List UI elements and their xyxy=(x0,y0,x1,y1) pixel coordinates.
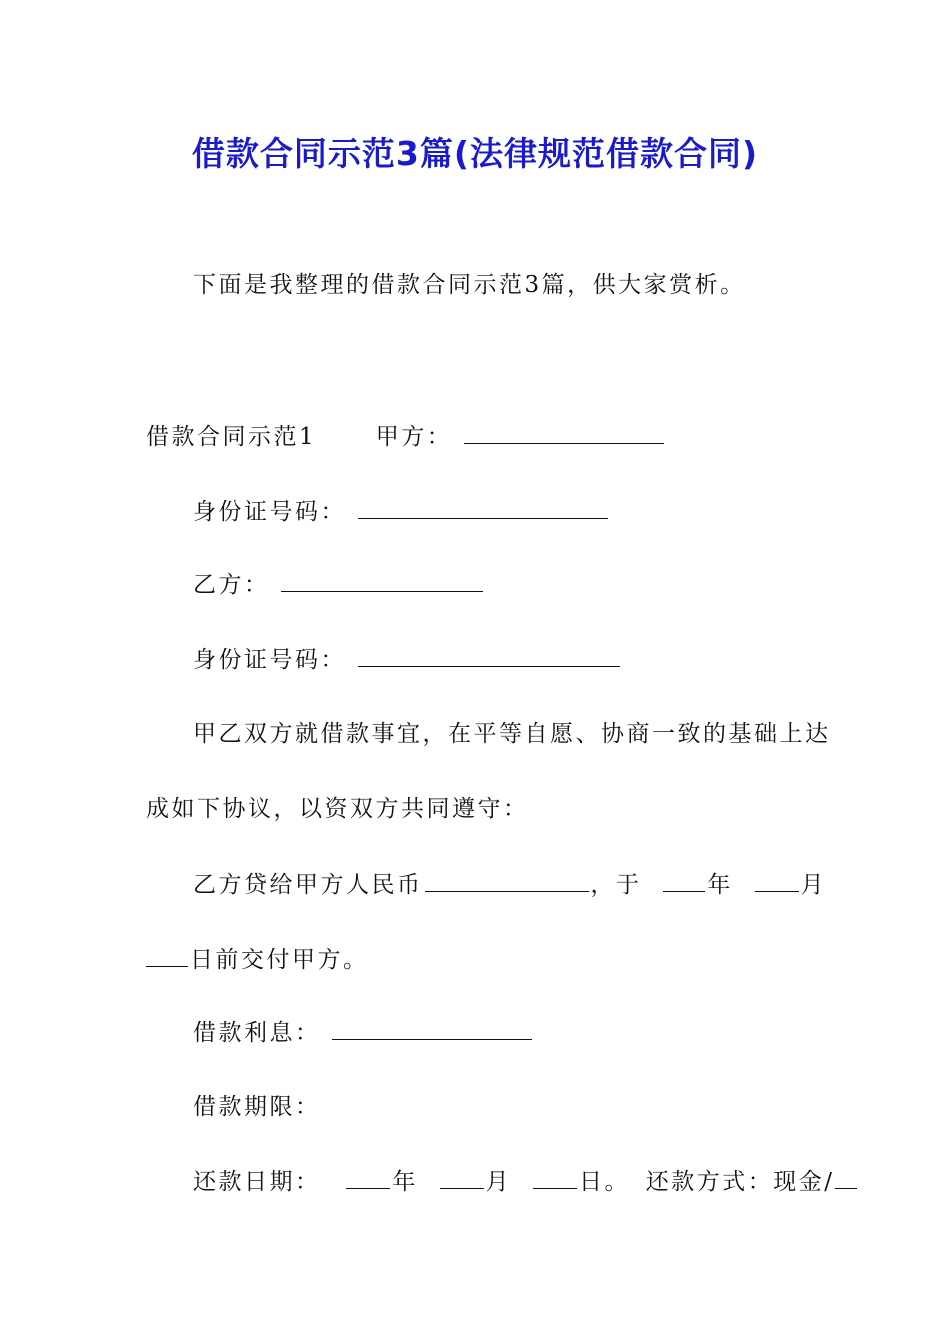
delivery-text: 日前交付甲方。 xyxy=(190,947,369,973)
repay-year-blank xyxy=(346,1166,390,1189)
loan-year-blank xyxy=(663,869,705,892)
repay-line xyxy=(193,1166,857,1197)
repay-date-label: 还款日期： xyxy=(193,1169,321,1195)
repay-day-char: 日。 xyxy=(578,1169,630,1195)
interest-line xyxy=(193,1017,534,1048)
document-title: 借款合同示范3篇(法律规范借款合同) xyxy=(191,134,759,173)
delivery-line xyxy=(146,944,369,975)
interest-blank xyxy=(332,1017,532,1040)
party-a-blank xyxy=(464,421,664,444)
party-b-blank xyxy=(281,569,483,592)
repay-method-blank xyxy=(835,1166,857,1189)
party-a-id-blank xyxy=(358,496,608,519)
loan-amount-blank xyxy=(425,869,589,892)
repay-month-char: 月 xyxy=(485,1169,512,1195)
term-label: 借款期限： xyxy=(193,1094,321,1120)
party-a-id-line xyxy=(193,496,610,527)
repay-method-label: 还款方式：现金/ xyxy=(645,1169,835,1195)
intro-paragraph: 下面是我整理的借款合同示范3篇，供大家赏析。 xyxy=(193,272,746,298)
repay-day-blank xyxy=(533,1166,577,1189)
party-a-label: 甲方： xyxy=(375,424,453,450)
delivery-day-blank xyxy=(146,944,188,967)
section-heading: 借款合同示范1 xyxy=(146,424,317,450)
party-b-label: 乙方： xyxy=(193,572,270,598)
party-b-id-line xyxy=(193,644,622,675)
loan-month-blank xyxy=(755,869,799,892)
party-a-id-label: 身份证号码： xyxy=(193,499,346,525)
interest-label: 借款利息： xyxy=(193,1020,321,1046)
loan-text-prefix: 乙方贷给甲方人民币 xyxy=(193,872,423,898)
party-b-id-label: 身份证号码： xyxy=(193,647,346,673)
party-b-id-blank xyxy=(358,644,620,667)
repay-month-blank xyxy=(440,1166,484,1189)
loan-amount-line xyxy=(193,869,826,900)
loan-year-char: 年 xyxy=(707,872,733,898)
agreement-line-1: 甲乙双方就借款事宜，在平等自愿、协商一致的基础上达 xyxy=(193,721,831,747)
loan-month-char: 月 xyxy=(800,872,827,898)
repay-year-char: 年 xyxy=(392,1169,418,1195)
section-heading-line xyxy=(146,421,666,452)
loan-text-yu: ，于 xyxy=(590,872,642,898)
party-b-line xyxy=(193,569,485,600)
agreement-line-2: 成如下协议，以资双方共同遵守： xyxy=(146,796,529,822)
